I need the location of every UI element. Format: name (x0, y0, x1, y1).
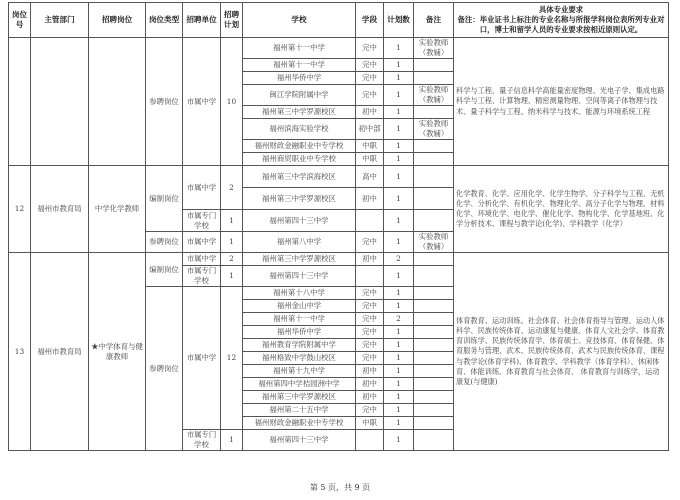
school-cell: 福州第三中学罗源校区 (243, 391, 356, 404)
level-cell: 完中 (356, 72, 384, 85)
count-cell: 1 (384, 59, 414, 72)
level-cell: 完中 (356, 313, 384, 326)
level-cell: 完中 (356, 326, 384, 339)
level-cell: 初中 (356, 365, 384, 378)
plan-cell: 1 (221, 266, 243, 287)
count-cell: 1 (384, 210, 414, 232)
level-cell (356, 266, 384, 287)
remark-cell (414, 404, 454, 417)
count-cell: 1 (384, 38, 414, 59)
level-cell: 初中 (356, 188, 384, 210)
count-cell: 1 (384, 232, 414, 253)
level-cell: 初中部 (356, 119, 384, 140)
count-cell: 1 (384, 365, 414, 378)
school-cell: 福州第八中学 (243, 232, 356, 253)
plan-cell: 2 (221, 253, 243, 266)
school-cell: 福州第二十五中学 (243, 404, 356, 417)
requirement-note: 备注：毕业证书上标注的专业名称与所报学科岗位表所列专业对口，博士和留学人员的专业要求按相近原则认定。 (457, 15, 665, 34)
count-cell: 1 (384, 119, 414, 140)
level-cell: 初中 (356, 391, 384, 404)
remark-cell (414, 339, 454, 352)
spec-cell: 体育教育、运动训练、社会体育、社会体育指导与管理、运动人体科学、民族传统体育、运动康复与健康、体育人文社会学、体育教育训练学、民族传统体育学、体育硕士、竞技体育、体育保健、体育服务与管理、武术、民族传统体育、武术与民族传统体育、课程与教学论(体育学科)、体育教学、学科教学（体育学科）、休闲体育、体能训练、体育教育与社会体育、 体育教育与训练学，运动康复(与健康) (454, 253, 669, 451)
remark-cell (414, 300, 454, 313)
count-cell: 1 (384, 430, 414, 451)
count-cell: 1 (384, 417, 414, 430)
school-cell: 福州第十一中学 (243, 38, 356, 59)
level-cell: 初中 (356, 378, 384, 391)
count-cell: 1 (384, 352, 414, 365)
count-cell: 1 (384, 188, 414, 210)
department-cell: 福州市教育局 (31, 253, 89, 451)
school-cell: 福州第四十三中学 (243, 430, 356, 451)
plan-cell: 2 (221, 166, 243, 210)
post-type-cell: 编制岗位 (146, 253, 183, 287)
post-no-cell: 13 (9, 253, 31, 451)
school-cell: 福州第四十三中学 (243, 266, 356, 287)
count-cell: 1 (384, 391, 414, 404)
plan-cell: 10 (221, 38, 243, 166)
remark-cell (414, 253, 454, 266)
school-cell: 福州华侨中学 (243, 72, 356, 85)
unit-cell: 市属中学 (183, 166, 221, 210)
remark-cell: 实验教师（教辅） (414, 232, 454, 253)
header-department: 主管部门 (31, 3, 89, 38)
level-cell: 完中 (356, 59, 384, 72)
header-remark: 备注 (414, 3, 454, 38)
unit-cell: 市属中学 (183, 38, 221, 166)
header-requirement (454, 3, 669, 38)
plan-cell: 1 (221, 430, 243, 451)
remark-cell (414, 326, 454, 339)
level-cell: 高中 (356, 166, 384, 188)
level-cell: 完中 (356, 232, 384, 253)
remark-cell (414, 417, 454, 430)
count-cell: 1 (384, 287, 414, 300)
level-cell: 初中 (356, 106, 384, 119)
remark-cell (414, 266, 454, 287)
table-row (9, 166, 669, 188)
count-cell: 1 (384, 85, 414, 106)
table-row (9, 253, 669, 266)
header-position: 招聘岗位 (89, 3, 146, 38)
remark-cell: 实验教师（教辅） (414, 119, 454, 140)
count-cell: 1 (384, 106, 414, 119)
count-cell: 1 (384, 166, 414, 188)
count-cell: 1 (384, 300, 414, 313)
level-cell (356, 430, 384, 451)
position-cell (89, 38, 146, 166)
plan-cell: 12 (221, 287, 243, 430)
count-cell: 1 (384, 404, 414, 417)
level-cell: 中职 (356, 417, 384, 430)
post-no-cell: 12 (9, 166, 31, 253)
post-no-cell (9, 38, 31, 166)
count-cell: 1 (384, 339, 414, 352)
position-cell: 中学化学教师 (89, 166, 146, 253)
school-cell: 福州商贸职业中专学校 (243, 153, 356, 166)
count-cell: 1 (384, 72, 414, 85)
school-cell: 福州教育学院附属中学 (243, 339, 356, 352)
unit-cell: 市属中学 (183, 232, 221, 253)
school-cell: 福州滨海实验学校 (243, 119, 356, 140)
header-count: 计划数 (384, 3, 414, 38)
school-cell: 福州第十八中学 (243, 287, 356, 300)
remark-cell (414, 378, 454, 391)
count-cell: 1 (384, 326, 414, 339)
remark-cell (414, 188, 454, 210)
remark-cell (414, 313, 454, 326)
remark-cell (414, 72, 454, 85)
unit-cell: 市属专门学校 (183, 266, 221, 287)
remark-cell: 实验教师（教辅） (414, 85, 454, 106)
remark-cell (414, 210, 454, 232)
department-cell: 福州市教育局 (31, 166, 89, 253)
header-plan: 招聘计划 (221, 3, 243, 38)
header-school: 学校 (243, 3, 356, 38)
school-cell: 福州第三中学罗源校区 (243, 106, 356, 119)
level-cell: 完中 (356, 404, 384, 417)
school-cell: 福州金山中学 (243, 300, 356, 313)
plan-cell: 1 (221, 232, 243, 253)
remark-cell (414, 166, 454, 188)
unit-cell: 市属专门学校 (183, 210, 221, 232)
header-unit: 招聘单位 (183, 3, 221, 38)
school-cell: 闽江学院附属中学 (243, 85, 356, 106)
remark-cell (414, 153, 454, 166)
school-cell: 福州华侨中学 (243, 326, 356, 339)
requirement-title: 具体专业要求 (538, 5, 584, 14)
header-post-no: 岗位号 (9, 3, 31, 38)
header-post-type: 岗位类型 (146, 3, 183, 38)
post-type-cell: 参聘岗位 (146, 287, 183, 451)
school-cell: 福州财政金融职业中专学校 (243, 140, 356, 153)
school-cell: 福州财政金融职业中专学校 (243, 417, 356, 430)
post-type-cell: 编制岗位 (146, 166, 183, 232)
level-cell: 完中 (356, 38, 384, 59)
school-cell: 福州第十一中学 (243, 59, 356, 72)
level-cell: 完中 (356, 300, 384, 313)
count-cell: 2 (384, 313, 414, 326)
recruitment-table (8, 2, 669, 451)
count-cell: 1 (384, 140, 414, 153)
level-cell: 完中 (356, 352, 384, 365)
remark-cell: 实验教师（教辅） (414, 38, 454, 59)
table-row (9, 38, 669, 59)
count-cell: 2 (384, 253, 414, 266)
count-cell: 1 (384, 153, 414, 166)
school-cell: 福州第十一中学 (243, 313, 356, 326)
level-cell: 完中 (356, 339, 384, 352)
school-cell: 福州第三中学罗源校区 (243, 188, 356, 210)
school-cell: 福州格致中学鼓山校区 (243, 352, 356, 365)
unit-cell: 市属专门学校 (183, 430, 221, 451)
remark-cell (414, 106, 454, 119)
position-cell: ★中学体育与健康教师 (89, 253, 146, 451)
unit-cell: 市属中学 (183, 287, 221, 430)
remark-cell (414, 365, 454, 378)
department-cell (31, 38, 89, 166)
header-level: 学段 (356, 3, 384, 38)
page-footer: 第 5 页，共 9 页 (309, 483, 371, 492)
count-cell: 1 (384, 378, 414, 391)
unit-cell: 市属中学 (183, 253, 221, 266)
level-cell: 初中 (356, 253, 384, 266)
level-cell: 完中 (356, 85, 384, 106)
level-cell: 中职 (356, 140, 384, 153)
remark-cell (414, 287, 454, 300)
remark-cell (414, 430, 454, 451)
remark-cell (414, 59, 454, 72)
remark-cell (414, 391, 454, 404)
level-cell (356, 210, 384, 232)
school-cell: 福州第十九中学 (243, 365, 356, 378)
level-cell: 中职 (356, 153, 384, 166)
school-cell: 福州第四十三中学 (243, 210, 356, 232)
plan-cell: 1 (221, 210, 243, 232)
spec-cell: 科学与工程、量子信息科学高能量密度物理、光电子学、集成电路科学与工程、计算物理、精密测量物理、空间等离子体物理与技术、量子科学与工程、纳米科学与技术、能源与环境系统工程 (454, 38, 669, 166)
post-type-cell: 参聘岗位 (146, 232, 183, 253)
school-cell: 福州第三中学罗源校区 (243, 253, 356, 266)
level-cell: 完中 (356, 287, 384, 300)
remark-cell (414, 352, 454, 365)
count-cell: 1 (384, 266, 414, 287)
school-cell: 福州第三中学滨海校区 (243, 166, 356, 188)
post-type-cell: 参聘岗位 (146, 38, 183, 166)
school-cell: 福州第四中学桔园洲中学 (243, 378, 356, 391)
spec-cell: 化学教育、化学、应用化学、化学生物学、分子科学与工程、无机化学、分析化学、有机化学、物理化学、高分子化学与物理、材料化学、环境化学、电化学、催化化学、物构化学、化学基地班、化学分析技术、课程与教学论(化学)、学科教学（化学） (454, 166, 669, 253)
remark-cell (414, 140, 454, 153)
